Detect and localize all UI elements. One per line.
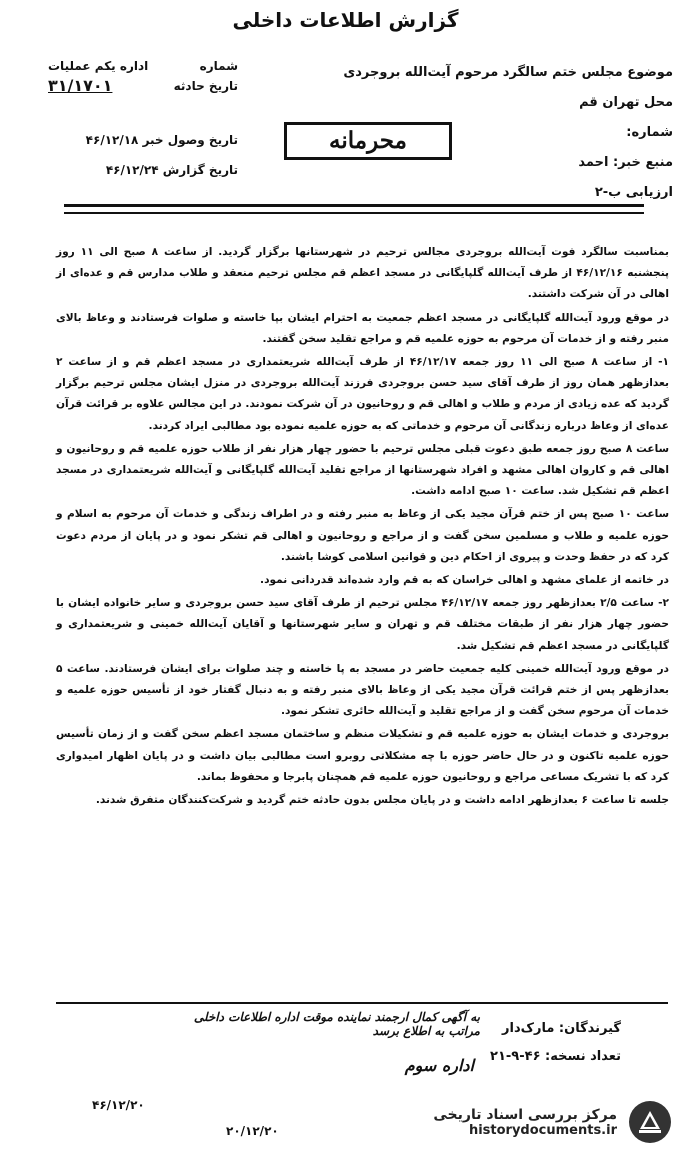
document-title: گزارش اطلاعات داخلی — [232, 8, 459, 32]
place-line: محل تهران قم — [579, 95, 673, 110]
handwritten-note — [40, 1010, 480, 1075]
rating-line: ارزیابی ب-۲ — [594, 185, 673, 200]
receivers-value: مارک‌دار — [502, 1021, 555, 1036]
body-paragraph: بمناسبت سالگرد فوت آیت‌الله بروجردی مجالس ترحیم در شهرستانها برگزار گردید. از ساعت ۸ صبح الی ۱۱ روز پنجشنبه ۴۶/۱۲/۱۶ از طرف آیت‌الله گلپایگانی در مسجد اعظم قم مجلس ترحیم منعقد و طلاب مدارس قم و عده‌ای از اهالی در آن شرکت داشتند. — [56, 246, 670, 301]
body-paragraph: در خاتمه از علمای مشهد و اهالی خراسان که به قم وارد شده‌اند قدردانی نمود. — [260, 574, 669, 587]
copies-label: تعداد نسخه: — [545, 1049, 621, 1064]
event-date-label: تاریخ حادثه — [173, 79, 238, 93]
watermark-url: historydocuments.ir — [468, 1122, 617, 1138]
dept-label: شماره — [199, 59, 238, 73]
header-left-block — [48, 56, 238, 180]
copies-value: ۴۶-۹-۲۱ — [490, 1049, 541, 1064]
left-date-2: ۲۰/۱۲/۲۰ — [226, 1124, 279, 1138]
watermark-title: مرکز بررسی اسناد تاریخی — [433, 1106, 617, 1123]
doc-number: ۳۱/۱۷۰۱ — [48, 76, 113, 95]
header-divider-2 — [64, 212, 644, 214]
header-divider — [64, 204, 644, 207]
body-paragraph: ساعت ۱۰ صبح پس از ختم قرآن مجید یکی از وعاظ به منبر رفته و در اطراف زندگی و خدمات آن مرحوم به اسلام و حوزه علمیه و طلاب و مسلمین سخن گفت و از مراجع و روحانیون و اهالی قم تشکر نمود و در پایان از مردم دعوت کرد که در حفظ وحدت و پیروی از احکام دین و قوانین اسلامی کوشا باشند. — [56, 508, 669, 563]
handnote-text: به آگهی کمال ارجمند نماینده موقت اداره اطلاعات داخلی مراتب به اطلاع برسد — [193, 1010, 480, 1038]
subject-line: موضوع مجلس ختم سالگرد مرحوم آیت‌الله بروجردی — [343, 65, 673, 80]
receivers-label: گیرندگان: — [558, 1021, 621, 1036]
report-body — [56, 242, 669, 813]
report-date: تاریخ گزارش ۴۶/۱۲/۲۴ — [105, 163, 238, 177]
footer-divider — [56, 1002, 668, 1004]
body-paragraph: ۱- از ساعت ۸ صبح الی ۱۱ روز جمعه ۴۶/۱۲/۱۷ از طرف آیت‌الله شریعتمداری در مسجد اعظم قم و از ساعت ۲ بعدازظهر همان روز از طرف آقای سید حسن بروجردی فرزند آیت‌الله بروجردی در منزل ایشان مجلس ترحیم برگزار گردید که عده زیادی از مردم و طلاب و اهالی قم و روحانیون در آن شرکت نمودند. در این مجالس علاوه بر قرائت قرآن عده‌ای از وعاظ درباره زندگانی آن مرحوم و خدماتی که به حوزه علمیه نموده بود مطالبی ایراد کردند. — [56, 356, 669, 432]
informant-line: منبع خبر: احمد — [578, 155, 673, 170]
source-number-line: شماره: — [626, 125, 673, 140]
body-paragraph: در موقع ورود آیت‌الله خمینی کلیه جمعیت حاضر در مسجد به پا خاسته و چند صلوات برای ایشان فرستادند. ساعت ۵ بعدازظهر پس از ختم قرائت قرآن مجید یکی از وعاظ بالای منبر رفته و به دنبال گفتار خود از تأسیس حوزه علمیه و خدمات آن مرحوم سخن گفت و از مراجع تقلید و آیت‌الله حائری تشکر نمود. — [56, 662, 669, 718]
body-paragraph: در موقع ورود آیت‌الله گلپایگانی در مسجد اعظم جمعیت به احترام ایشان بپا خاسته و صلوات فرستادند و وعاظ بالای منبر رفته و از خدمات آن مرحوم به حوزه علمیه قم و مراجع تقلید سخن گفتند. — [56, 311, 669, 345]
watermark — [433, 1099, 673, 1145]
watermark-text — [433, 1107, 617, 1138]
left-date-1: ۴۶/۱۲/۲۰ — [92, 1098, 145, 1112]
dept-value: اداره یکم عملیات — [48, 59, 149, 73]
body-paragraph: ۲- ساعت ۲/۵ بعدازظهر روز جمعه ۴۶/۱۲/۱۷ مجلس ترحیم از طرف آقای سید حسن بروجردی و سایر خانواده ایشان با حضور چهار هزار نفر از طبقات مختلف قم و تهران و سایر شهرستانها و آقایان آیت‌الله خمینی و شریعتمداری و گلپایگانی در مسجد اعظم قم تشکیل شد. — [56, 597, 670, 652]
archive-logo-icon — [627, 1099, 673, 1145]
receipt-date: تاریخ وصول خبر ۴۶/۱۲/۱۸ — [85, 133, 238, 147]
body-paragraph: ساعت ۸ صبح روز جمعه طبق دعوت قبلی مجلس ترحیم با حضور چهار هزار نفر از طلاب حوزه علمیه قم و روحانیون و اهالی قم و کاروان اهالی مشهد و افراد شهرستانها از مراجع تقلید آیت‌الله گلپایگانی و آیت‌الله شریعتمداری در مسجد اعظم قم تشکیل شد. ساعت ۱۰ صبح ادامه داشت. — [56, 442, 669, 498]
body-paragraph: بروجردی و خدمات ایشان به حوزه علمیه قم و تشکیلات منظم و ساختمان مسجد اعظم سخن گفت و از زمان تأسیس حوزه علمیه تاکنون و در حال حاضر حوزه با چه مشکلاتی روبرو است مطالبی بیان داشت و در پایان اظهار امیدواری کرد که با تشریک مساعی مراجع و روحانیون حوزه علمیه قم همچنان پابرجا و محفوظ بماند. — [56, 728, 669, 783]
body-paragraph: جلسه تا ساعت ۶ بعدازظهر ادامه داشت و در پایان مجلس بدون حادثه ختم گردید و شرکت‌کنندگان متفرق شدند. — [95, 794, 669, 807]
classification-stamp: محرمانه — [284, 122, 452, 160]
office-name: اداره سوم — [404, 1056, 474, 1075]
